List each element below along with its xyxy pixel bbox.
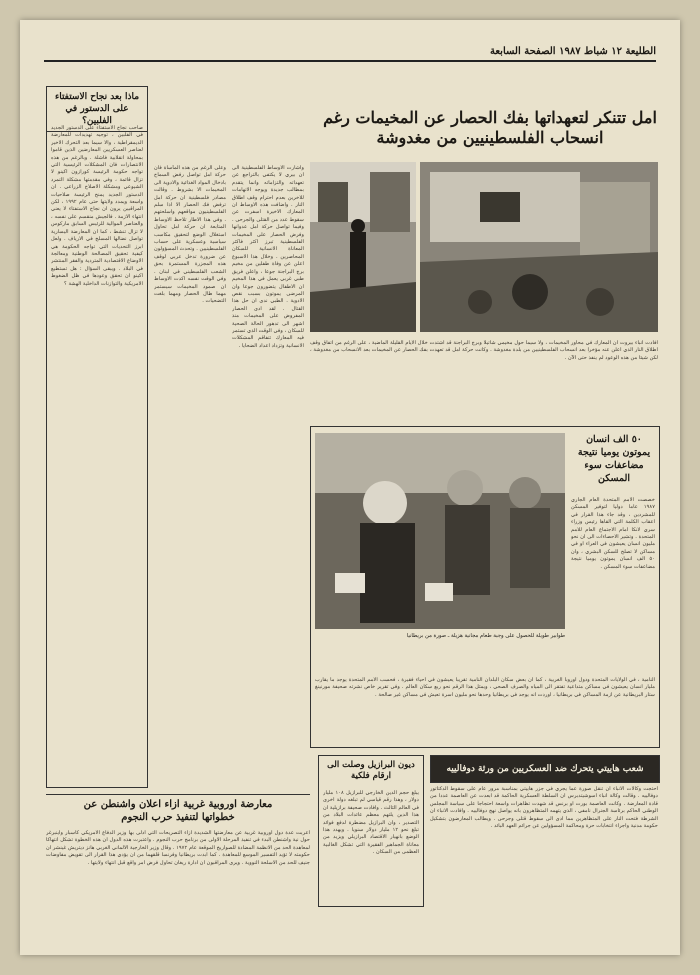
photo-soup-queue <box>315 433 565 629</box>
main-story-intro: افادت انباء بيروت ان المعارك في محاور المخيمات ، ولا سيما حول مخيمي شاتيلا وبرج البراجنة قد اشتدت خلال الايام القليلة الماضية ، على الرغم من اتفاق وقف اطلاق النار الذي اعلن عنه مؤخرا بعد انسحاب الفلسطينيين من بلدة مغدوشة . وكانت حركة امل قد تعهدت بفك الحصار عن المخيمات بعد الانسحاب من مغدوشة ، لكن شيئا من هذه الوعود لم ينفذ حتى الآن . <box>310 340 658 361</box>
brazil-headline-line1: ديون البرازيل وصلت الى <box>327 760 415 770</box>
star-wars-body: اعربت عدة دول اوروبية غربية عن معارضتها الشديدة ازاء التصريحات التي ادلى بها وزير الدفاع الامريكي كاسبار واينبرغر حول نية واشنطن البدء في تنفيذ المرحلة الاولى من برنامج حرب النجوم . واعتبرت هذه الدول ان هذه الخطوة تشكل انتهاكا لمعاهدة الحد من الانظمة المضادة للصواريخ الموقعة عام ١٩٧٢ . وقال وزير الخارجية الالماني الغربي هانز ديتريش غينشر ان حكومته لا تؤيد التفسير الموسع للمعاهدة . كما ابدت بريطانيا وفرنسا قلقهما من ان يؤدي هذا القرار الى تقويض مفاوضات جنيف للحد من الاسلحة النووية . ويرى المراقبون ان ادارة ريغان تحاول فرض امر واقع قبل انتهاء ولايتها . <box>46 830 310 866</box>
haiti-headline-bar <box>430 755 660 783</box>
haiti-body: احتجت وكالات الانباء ان تنقل صورة عما يجري في جزر هاييتي بمناسبة مرور عام على سقوط الدكتاتور دوفالييه . وقالت وكالة انباء اسوشيتدبرس ان السلطة العسكرية الحاكمة قد ابعدت عن العاصمة عددا من قادة المعارضة . وكانت العاصمة بورت او برنس قد شهدت تظاهرات واسعة احتجاجا على سياسة المجلس الوطني الحاكم برئاسة الجنرال نامفي ، الذي يتهمه المتظاهرون بانه يواصل نهج دوفالييه . وافادت الانباء ان الشرطة فتحت النار على المتظاهرين مما ادى الى سقوط قتلى وجرحى . ويطالب المعارضون بتشكيل حكومة مدنية واجراء انتخابات حرة ومحاكمة المسؤولين عن جرائم العهد البائد . <box>430 786 658 830</box>
main-headline-line2: انسحاب الفلسطينيين من مغدوشة <box>376 128 604 147</box>
photo-fighter <box>310 162 416 332</box>
star-wars-headline-line1: معارضة اوروبية غربية ازاء اعلان واشنطن عن <box>83 799 273 810</box>
philippines-column-box <box>46 86 148 788</box>
philippines-title-line1: ماذا بعد نجاح الاستفتاء <box>54 92 140 102</box>
housing-body-continued: النامية ، في الولايات المتحدة ودول اوروبا الغربية ، كما ان بعض سكان البلدان النامية تقريبا يعيشون في احياء فقيرة ، فحسب الامم المتحدة يوجد ما يقارب مليار انسان يعيشون في مساكن متداعية تفتقر الى المياه والصرف الصحي ، ويمثل هذا الرقم نحو ربع سكان العالم . وفي تقرير خاص نشرته صحيفة مورنينغ ستار البريطانية عن ازمة المساكن في بريطانيا ، اوردت انه يوجد في بريطانيا وحدها نحو مليون اسرة تعيش في مساكن غير صالحة . <box>315 677 655 698</box>
brazil-headline-line2: ارقام فلكية <box>350 771 392 781</box>
housing-headline-line2: يموتون يوميا نتيجة <box>577 447 651 458</box>
main-headline-line1: امل تتنكر لتعهداتها بفك الحصار عن المخيمات رغم <box>323 108 657 127</box>
philippines-body: صاحب نجاح الاستفتاء على الدستور الجديد في الفلبين ، توجيه تهديدات للمعارضة الديمقراطية ، والا سيما بعد التحرك الاخير لعناصر العسكريين المعارضين الذين قاموا بمحاولة انقلابية فاشلة . وبالرغم من هذه الانتصارات فان المشكلات الرئيسية التي تواجه حكومة الرئيسة كورازون اكينو لا تزال قائمة ، وفي مقدمتها مشكلة التمرد الشيوعي ومشكلة الاصلاح الزراعي . ان الدستور الجديد يمنح الرئيسة صلاحيات واسعة ويمدد ولايتها حتى عام ١٩٩٢ ، لكن المراقبين يرون ان نجاح الاستفتاء لا يعني انتهاء الازمة . فالجيش منقسم على نفسه ، والعناصر الموالية للرئيس السابق ماركوس لا تزال تنشط ، كما ان المعارضة اليسارية تواصل نضالها المسلح في الارياف . ولعل ابرز التحديات التي تواجه الحكومة هي كيفية تحقيق المصالحة الوطنية ومعالجة الاوضاع الاقتصادية المتردية والفقر المنتشر في البلاد . ويبقى السؤال : هل تستطيع اكينو ان تحقق وعودها في ظل الضغوط الامريكية والتوازنات الداخلية الهشة ؟ <box>51 125 143 287</box>
main-headline <box>320 108 660 148</box>
date-line: الطليعة ١٢ شباط ١٩٨٧ الصفحة السابعة <box>44 46 656 62</box>
haiti-headline: شعب هاييتي يتحرك ضد العسكريين من ورثة دوفالييه <box>446 764 644 774</box>
brazil-debt-box <box>318 755 424 907</box>
housing-story-box <box>310 426 660 748</box>
housing-headline-line1: ٥٠ الف انسان <box>586 434 642 445</box>
main-story-column-right: واشارت الاوساط الفلسطينية الى ان بيري لا يكتفي بالتراجع عن تعهداته والتزاماته وانما يتقدم بمطالب جديدة ويوجه الاتهامات للاخرين بعدم احترام وقف اطلاق النار . واضافت هذه الاوساط ان المعارك الاخيرة اسفرت عن سقوط عدد من القتلى والجرحى . وفيما تواصل حركة امل عدوانها وفرض الحصار على المخيمات الفلسطينية تبرز اكثر فاكثر المعاناة الانسانية للسكان المحاصرين . وخلال هذا الاسبوع اعلن عن وفاة طفلين من مخيم برج البراجنة جوعا ، واعلن فريق طبي غربي يعمل في هذا المخيم ان الاطفال يتضورون جوعا وان المرضى يموتون بسبب نقص الادوية . الطبي ندى ان حل هذا القتال . لقد ادى الحصار المفروض على المخيمات منذ اشهر الى تدهور الحالة الصحية للسكان ، وفي الوقت الذي تستمر فيه المعارك تتفاقم المشكلات الانسانية وتزداد اعداد الضحايا . <box>232 165 304 349</box>
philippines-title-line2: على الدستور في الفلبين؟ <box>65 104 129 126</box>
photo-soup-queue-caption: طوابير طويلة للحصول على وجبة طعام مجانية هزيلة ـ صورة من بريطانيا <box>406 633 565 639</box>
housing-headline-line3: مضاعفات سوء <box>584 460 644 471</box>
brazil-headline <box>319 756 423 786</box>
divider <box>46 794 310 795</box>
housing-headline-line4: المسكن <box>598 473 630 484</box>
housing-headline <box>573 433 655 485</box>
main-story-column-middle: وعلى الرغم من هذه المأساة فان حركة امل تواصل رفض السماح بادخال المواد الغذائية والادوية الى المخيمات الا بشروط . وقالت مصادر فلسطينية ان حركة امل ترفض فك الحصار الا اذا سلم الفلسطينيون مواقعهم واسلحتهم . وفي هذا الاطار تلاحظ الاوساط المتابعة ان حركة امل تحاول استغلال الوضع لتحقيق مكاسب سياسية وعسكرية على حساب الفلسطينيين . وتحدث المسؤولون عن ضرورة تدخل عربي لوقف هذه المجزرة المستمرة بحق الشعب الفلسطيني في لبنان . وفي الوقت نفسه اكدت الاوساط ان صمود المخيمات سيستمر مهما طال الحصار ومهما بلغت التضحيات . <box>154 165 226 305</box>
star-wars-headline <box>46 798 310 824</box>
photo-ruins <box>420 162 658 332</box>
star-wars-headline-line2: خطواتها لتنفيذ حرب النجوم <box>121 812 235 823</box>
housing-body: خصصت الامم المتحدة العام الجاري ١٩٨٧ عاما دوليا لتوفير المسكن للمشردين ، وقد جاء هذا القرار في اعقاب الكلمة التي القاها رئيس وزراء سري لانكا امام الاجتماع العام للامم المتحدة . وتشير الاحصاءات الى ان نحو مليون انسان يعيشون في العراء او في مساكن لا تصلح للسكن البشري ، وان ٥٠ الف انسان يموتون يوميا نتيجة مضاعفات سوء المسكن . <box>571 497 655 570</box>
newspaper-page <box>20 20 680 955</box>
brazil-body: يبلغ حجم الدين الخارجي للبرازيل ١٠٨ مليار دولار ، وهذا رقم قياسي لم تبلغه دولة اخرى في العالم الثالث . وافادت صحيفة برازيلية ان هذا الدين يلتهم معظم عائدات البلاد من التصدير ، وان البرازيل مضطرة لدفع فوائد تبلغ نحو ١٢ مليار دولار سنويا . ويهدد هذا الوضع بانهيار الاقتصاد البرازيلي ويزيد من معاناة الجماهير الفقيرة التي تشكل الغالبية العظمى من السكان . <box>323 790 419 856</box>
